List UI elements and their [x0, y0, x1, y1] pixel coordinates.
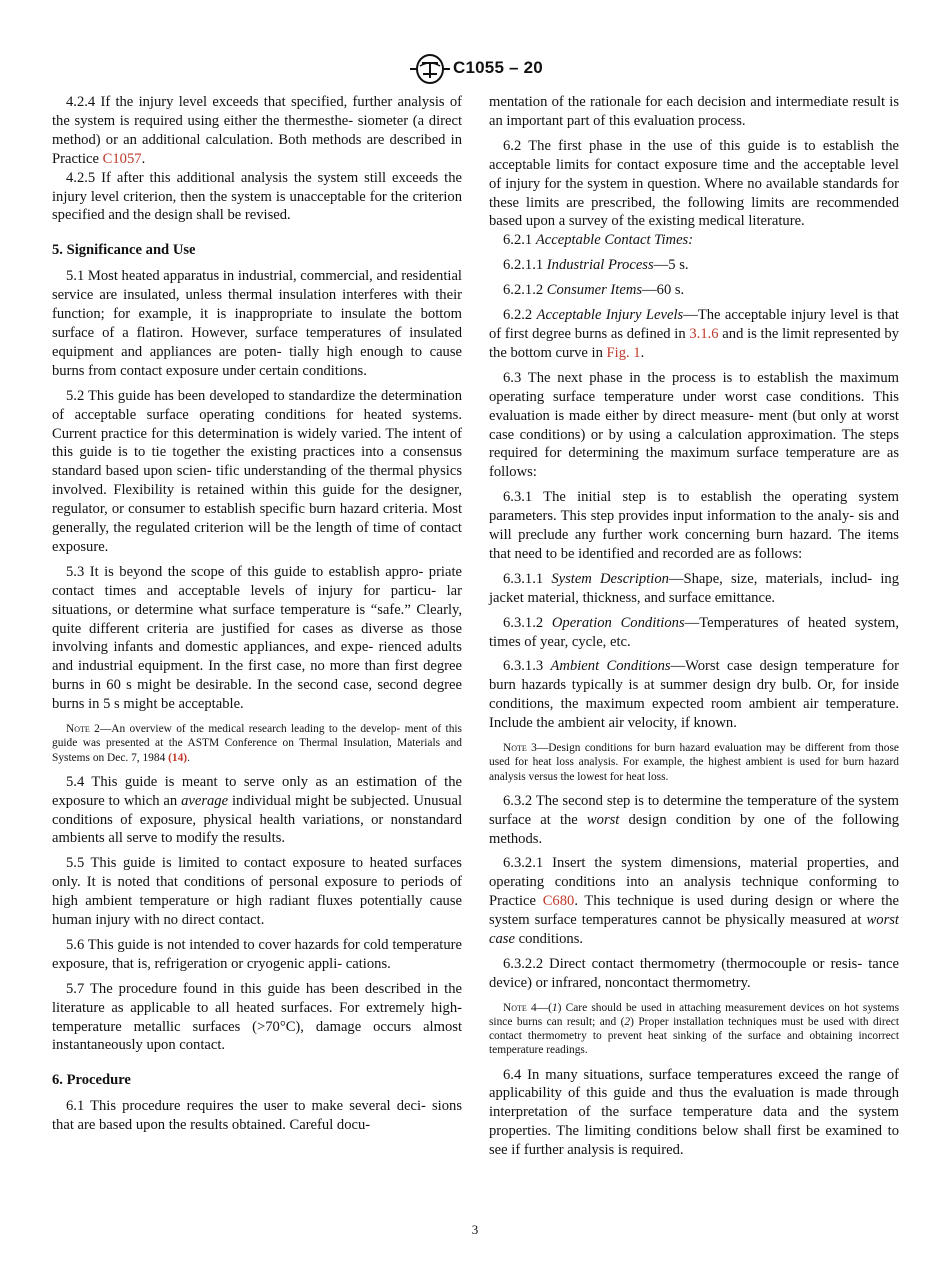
- paragraph-6-3-1-1: 6.3.1.1 System Description—Shape, size, materials, includ- ing jacket material, thickness, and surface emittance.: [489, 570, 899, 606]
- reference-14[interactable]: (14): [168, 751, 188, 764]
- paragraph-6-3-1-2: 6.3.1.2 Operation Conditions—Temperatures of heated system, times of year, cycle, etc.: [489, 614, 900, 650]
- paragraph-5-1: 5.1 Most heated apparatus in industrial, commercial, and residential service are insulated, unless thermal insulation interferes with their function; for example, it is inappropriate to insulate the bottom surface of a flatiron. However, surface temperatures of insulated equipment and appliances are poten- tially high enough to cause burns from contact exposure under certain conditions.: [52, 268, 462, 379]
- right-column: [489, 93, 899, 1160]
- page-header: [0, 56, 950, 84]
- left-column: [52, 93, 462, 1135]
- paragraph-4-2-5: 4.2.5 If after this additional analysis the system still exceeds the injury level criterion, then the system is unacceptable for the criterion specified and the design shall be revised.: [52, 169, 462, 224]
- paragraph-6-2-1-2: 6.2.1.2 Consumer Items—60 s.: [503, 282, 685, 299]
- paragraph-6-1: 6.1 This procedure requires the user to make several deci- sions that are based upon the results obtained. Careful docu-: [52, 1098, 462, 1134]
- link-c680[interactable]: C680: [542, 893, 575, 910]
- document-designation: C1055 – 20: [453, 58, 543, 77]
- paragraph-5-6: 5.6 This guide is not intended to cover hazards for cold temperature exposure, that is, refrigeration or cryogenic appli- cations.: [52, 936, 462, 972]
- paragraph-6-2-2: 6.2.2 Acceptable Injury Levels—The acceptable injury level is that of first degree burns as defined in 3.1.6 and is the limit represented by the bottom curve in Fig. 1.: [489, 307, 899, 361]
- section-heading-6: 6. Procedure: [52, 1072, 131, 1089]
- paragraph-6-3-1: 6.3.1 The initial step is to establish the operating system parameters. This step provides input information to the analy- sis and will preclude any further work concerning burn hazard. The items that need to be identified and recorded are as follows:: [489, 489, 899, 562]
- link-fig-1[interactable]: Fig. 1: [606, 344, 641, 361]
- note-4: Note 4—(1) Care should be used in attaching measurement devices on hot systems since burns can result; and (2) Proper installation techniques must be used with direct contact thermometry to prevent heat sinking of the surface and obtaining incorrect temperature readings.: [489, 1001, 899, 1057]
- paragraph-6-2-1-1: 6.2.1.1 Industrial Process—5 s.: [503, 257, 689, 274]
- paragraph-6-2-1: 6.2.1 Acceptable Contact Times:: [503, 232, 694, 249]
- paragraph-5-3: 5.3 It is beyond the scope of this guide to establish appro- priate contact times and acceptable levels of injury for particu- lar situations, or determine what surface temperature is “safe.” Clearly, quite different criteria are justified for cases as diverse as those involving infants and domestic appliances, and expe- rienced adults and industrial equipment. In the first case, no more than first degree burns in 60 s might be desirable. In the second case, second degree burns in 5 s might be acceptable.: [52, 563, 462, 713]
- paragraph-5-5: 5.5 This guide is limited to contact exposure to heated surfaces only. It is noted that conditions of personal exposure to periods of high ambient temperature or high radiant fluxes potentially cause human injury with no direct contact.: [52, 855, 462, 929]
- paragraph-6-3: 6.3 The next phase in the process is to establish the maximum operating surface temperature under worst case conditions. This evaluation is made either by direct measure- ment (but only at worst case conditions) or by using a calculation approximation. The steps required for determining the maximum surface temperature are as follows:: [489, 369, 899, 481]
- paragraph-5-2: 5.2 This guide has been developed to standardize the determination of acceptable surface operating conditions for heated systems. Current practice for this determination is widely varied. The intent of this guide is to tie together the existing practices into a consensus standard based upon scien- tific understanding of the thermal physics involved. Flexibility is retained within this guide for the designer, regulator, or consumer to establish specific burn hazard criteria. Most generally, the regulated criterion will be the length of time of contact exposure.: [52, 387, 462, 555]
- section-heading-5: 5. Significance and Use: [52, 242, 196, 259]
- page-number: 3: [471, 1222, 479, 1237]
- astm-logo-icon: [408, 54, 452, 84]
- paragraph-5-4: 5.4 This guide is meant to serve only as an estimation of the exposure to which an average individual might be subjected. Unusual conditions of exposure, physical health variations, or nonstandard ambients all serve to modify the results.: [52, 773, 462, 847]
- link-3-1-6[interactable]: 3.1.6: [689, 325, 719, 342]
- paragraph-6-3-2: 6.3.2 The second step is to determine the temperature of the system surface at the worst design condition by one of the following methods.: [489, 792, 899, 847]
- note-2: Note 2—An overview of the medical research leading to the develop- ment of this guide was presented at the ASTM Conference on Thermal Insulation, Materials and Systems on Dec. 7, 1984 (14).: [52, 723, 462, 764]
- paragraph-5-7: 5.7 The procedure found in this guide has been described in the literature as applicable to all heated surfaces. For extremely high-temperature metallic surfaces (>70°C), damage occurs almost instantaneously upon contact.: [52, 980, 462, 1054]
- paragraph-6-1-continued: mentation of the rationale for each decision and intermediate result is an important part of this evaluation process.: [489, 94, 899, 129]
- paragraph-6-4: 6.4 In many situations, surface temperatures exceed the range of applicability of this guide and thus the evaluation is made through interpretation of the surface temperature data and the system properties. The limiting conditions below shall first be examined to see if further analysis is required.: [489, 1066, 899, 1159]
- paragraph-6-3-1-3: 6.3.1.3 Ambient Conditions—Worst case design temperature for burn hazards typically is at summer design dry bulb. Or, for inside conditions, the maximum expected room ambient air temperature. Include the ambient air velocity, if known.: [489, 658, 899, 732]
- paragraph-6-3-2-2: 6.3.2.2 Direct contact thermometry (thermocouple or resis- tance device) or infrared, noncontact thermometry.: [489, 955, 899, 991]
- paragraph-6-2: 6.2 The first phase in the use of this guide is to establish the acceptable limits for contact exposure time and the acceptable level of injury for the system in question. Where no available standards for these limits are prescribed, the following limits are recommended based upon a survey of the existing medical literature.: [489, 137, 899, 230]
- note-3: Note 3—Design conditions for burn hazard evaluation may be different from those used for heat loss analysis. For example, the highest ambient is used for burn hazard analysis versus the lowest for heat loss.: [489, 742, 899, 783]
- paragraph-6-3-2-1: 6.3.2.1 Insert the system dimensions, material properties, and operating conditions into an analysis technique conforming to Practice C680. This technique is used during design or where the system surface temperatures cannot be physically measured at worst case conditions.: [489, 855, 899, 948]
- link-c1057[interactable]: C1057: [102, 150, 142, 167]
- paragraph-4-2-4: 4.2.4 If the injury level exceeds that specified, further analysis of the system is required using either the thermesthe- siometer (a direct method) or an additional calculation. Both methods are described in Practice C1057.: [52, 94, 462, 167]
